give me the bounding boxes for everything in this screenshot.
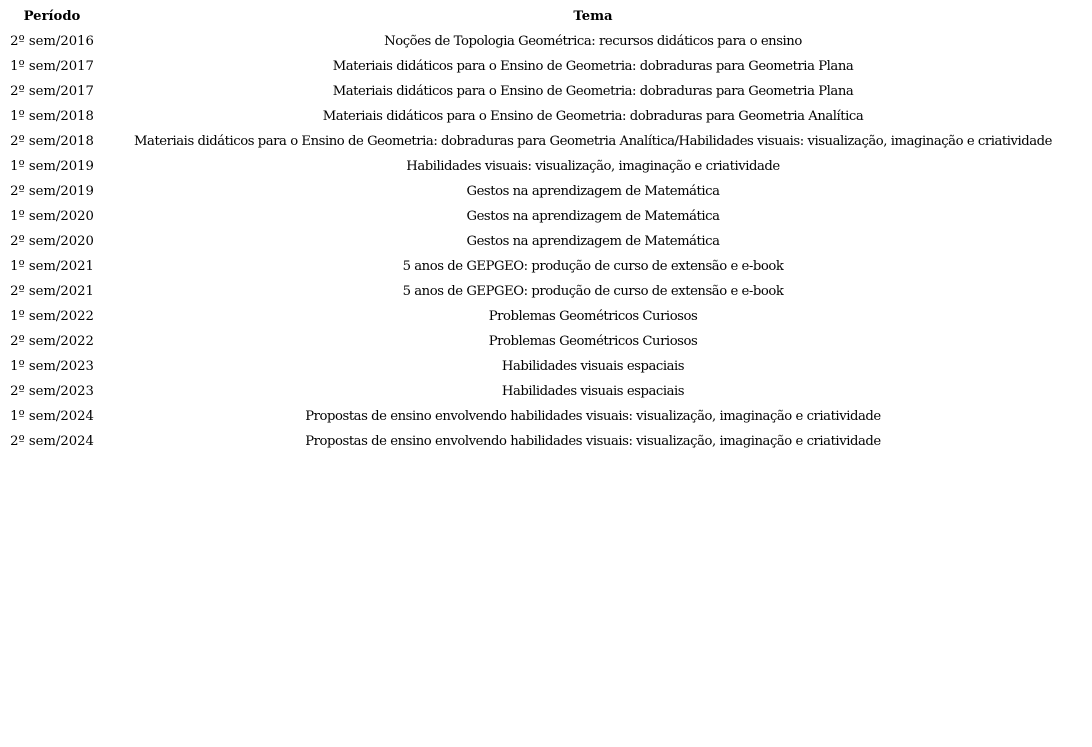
table-row — [4, 379, 1086, 404]
table-row — [4, 279, 1086, 304]
table-row — [4, 154, 1086, 179]
theme-cell: 5 anos de GEPGEO: produção de curso de extensão e e-book — [402, 259, 784, 274]
table-row — [4, 329, 1086, 354]
period-cell: 1º sem/2022 — [10, 309, 94, 324]
table-row — [4, 54, 1086, 79]
theme-column-header: Tema — [573, 9, 613, 24]
theme-cell: Noções de Topologia Geométrica: recursos didáticos para o ensino — [384, 34, 802, 49]
period-cell: 2º sem/2020 — [10, 234, 94, 249]
period-cell: 2º sem/2019 — [10, 184, 94, 199]
period-cell: 1º sem/2019 — [10, 159, 94, 174]
theme-cell: 5 anos de GEPGEO: produção de curso de extensão e e-book — [402, 284, 784, 299]
period-cell: 2º sem/2017 — [10, 84, 94, 99]
header-row — [4, 4, 1086, 29]
theme-cell: Materiais didáticos para o Ensino de Geometria: dobraduras para Geometria Plana — [332, 59, 854, 74]
period-cell: 1º sem/2017 — [10, 59, 94, 74]
period-cell: 1º sem/2024 — [10, 409, 94, 424]
period-cell: 2º sem/2022 — [10, 334, 94, 349]
theme-cell: Habilidades visuais: visualização, imaginação e criatividade — [406, 159, 780, 174]
period-cell: 1º sem/2020 — [10, 209, 94, 224]
period-column-header: Período — [23, 9, 81, 24]
theme-cell: Problemas Geométricos Curiosos — [488, 334, 698, 349]
table-row — [4, 254, 1086, 279]
table-row — [4, 404, 1086, 429]
theme-cell: Problemas Geométricos Curiosos — [488, 309, 698, 324]
theme-cell: Materiais didáticos para o Ensino de Geometria: dobraduras para Geometria Plana — [332, 84, 854, 99]
table-row — [4, 204, 1086, 229]
theme-cell: Materiais didáticos para o Ensino de Geometria: dobraduras para Geometria Analítica — [322, 109, 864, 124]
period-cell: 1º sem/2018 — [10, 109, 94, 124]
theme-cell: Propostas de ensino envolvendo habilidades visuais: visualização, imaginação e criatividade — [305, 409, 881, 424]
schedule-table — [4, 4, 1086, 454]
theme-cell: Gestos na aprendizagem de Matemática — [466, 234, 720, 249]
table-row — [4, 229, 1086, 254]
table-row — [4, 29, 1086, 54]
period-cell: 1º sem/2021 — [10, 259, 94, 274]
theme-cell: Materiais didáticos para o Ensino de Geometria: dobraduras para Geometria Analítica/Habilidades visuais: visualização, imaginação e criatividade — [133, 134, 1053, 149]
table-row — [4, 354, 1086, 379]
theme-cell: Gestos na aprendizagem de Matemática — [466, 209, 720, 224]
period-cell: 2º sem/2021 — [10, 284, 94, 299]
period-cell: 2º sem/2023 — [10, 384, 94, 399]
theme-cell: Habilidades visuais espaciais — [501, 384, 685, 399]
period-cell: 2º sem/2016 — [10, 34, 94, 49]
period-cell: 2º sem/2018 — [10, 134, 94, 149]
table-row — [4, 79, 1086, 104]
table-row — [4, 304, 1086, 329]
period-cell: 1º sem/2023 — [10, 359, 94, 374]
theme-cell: Gestos na aprendizagem de Matemática — [466, 184, 720, 199]
period-cell: 2º sem/2024 — [10, 434, 94, 449]
theme-cell: Propostas de ensino envolvendo habilidades visuais: visualização, imaginação e criatividade — [305, 434, 881, 449]
table-row — [4, 104, 1086, 129]
table-row — [4, 179, 1086, 204]
theme-cell: Habilidades visuais espaciais — [501, 359, 685, 374]
table-row — [4, 129, 1086, 154]
table-row — [4, 429, 1086, 454]
